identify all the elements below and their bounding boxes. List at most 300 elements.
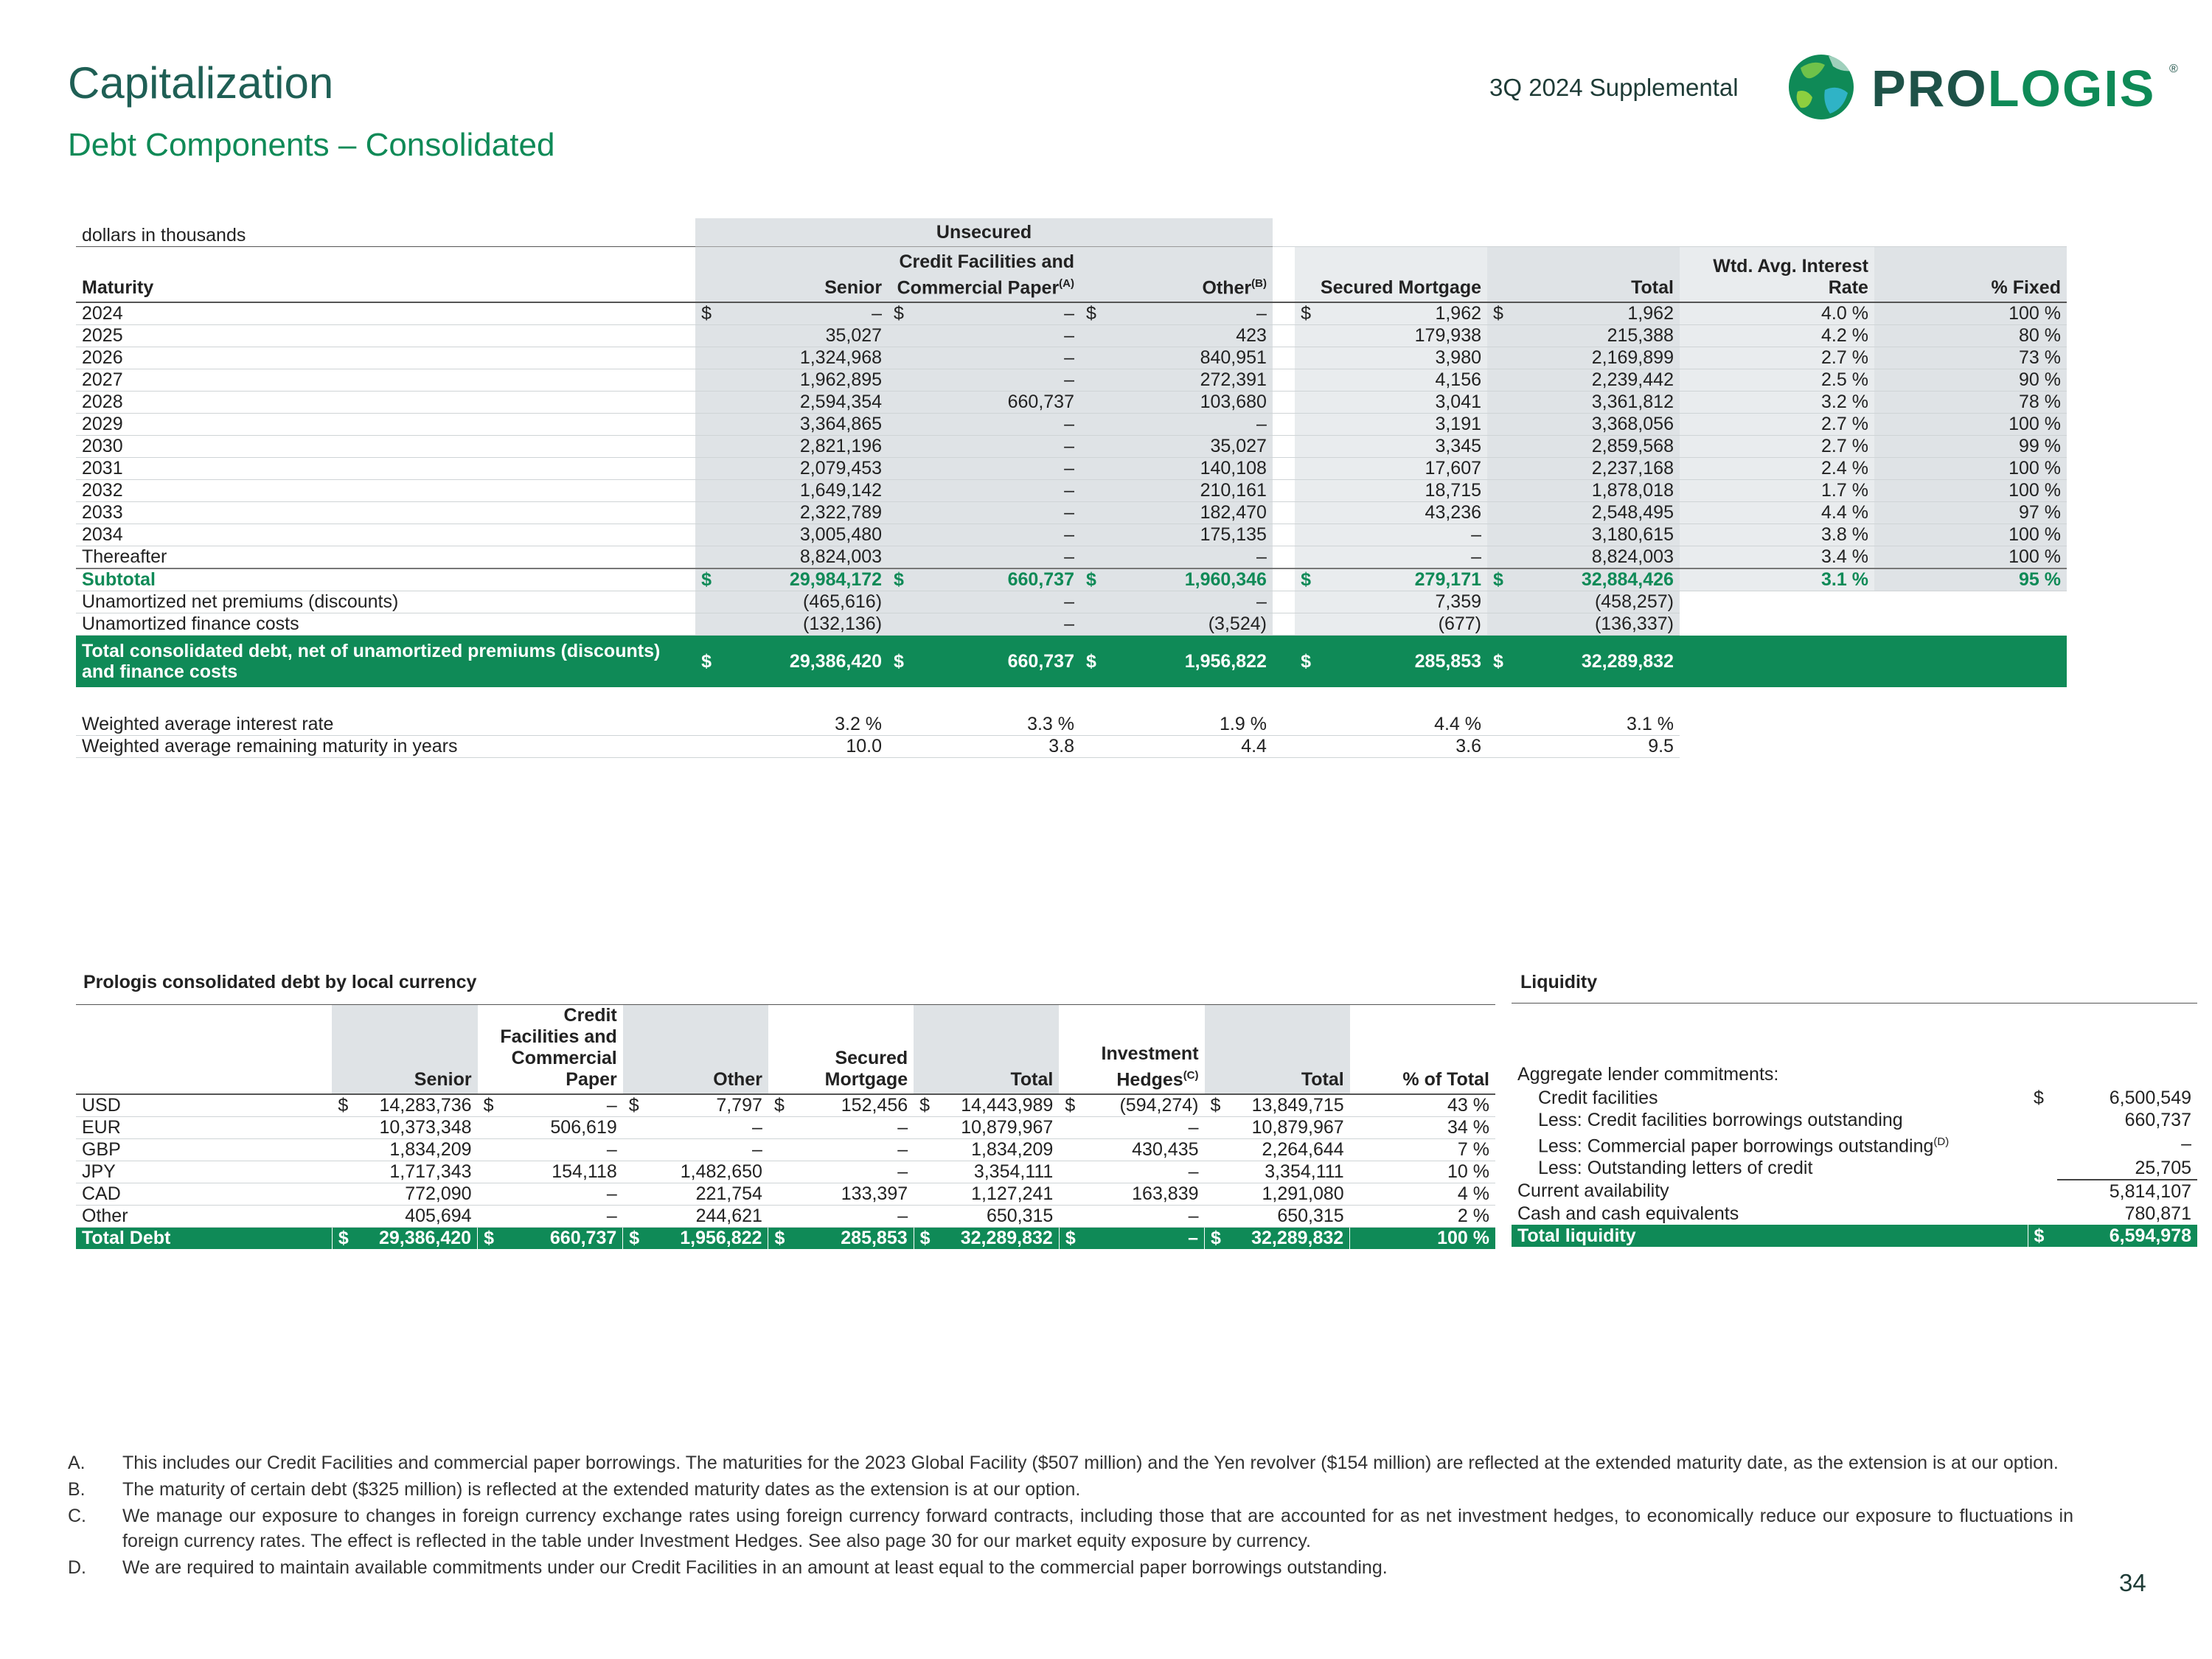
empty-cell [1874, 613, 2067, 636]
cell-fixed: 95 % [1874, 568, 2067, 591]
dollar-sign [1487, 325, 1509, 347]
unsecured-group-header: Unsecured [695, 218, 1273, 247]
cell-value: 1,956,822 [680, 1228, 762, 1248]
cell-total: 2,239,442 [1509, 369, 1680, 392]
cur-col-secured: Secured Mortgage [768, 1005, 914, 1095]
cell-total: 2,169,899 [1509, 347, 1680, 369]
col-fixed: % Fixed [1874, 247, 2067, 303]
spacer [1273, 347, 1295, 369]
dollar-sign: $ [483, 1095, 494, 1116]
cell-fixed: 100 % [1874, 524, 2067, 546]
cell-credit: – [910, 524, 1080, 546]
liquidity-table [1512, 1062, 2197, 1247]
cell-value: – [897, 1161, 908, 1182]
dollar-sign: $ [1487, 568, 1509, 591]
dollar-sign [1295, 436, 1317, 458]
cell-total: 32,884,426 [1509, 568, 1680, 591]
liquidity-label [1512, 1157, 2028, 1180]
cell-senior [332, 1139, 477, 1161]
cell-senior: 10.0 [717, 736, 888, 758]
debt-maturity-table [76, 218, 2067, 758]
dollar-sign [888, 436, 910, 458]
dollar-sign [695, 458, 717, 480]
dollar-sign [1295, 392, 1317, 414]
liquidity-value: 6,594,978 [2057, 1225, 2197, 1247]
cell-value: 163,839 [1132, 1183, 1199, 1204]
spacer [1273, 458, 1295, 480]
cell-total2 [1205, 1094, 1350, 1117]
cell-value: 1,127,241 [971, 1183, 1054, 1204]
liquidity-label [1512, 1203, 2028, 1225]
cell-total: (136,337) [1509, 613, 1680, 636]
dollar-sign: $ [773, 1095, 785, 1116]
cell-value: 2 % [1457, 1206, 1489, 1226]
dollar-sign [1487, 480, 1509, 502]
cell-value: – [1188, 1117, 1199, 1138]
finance-costs-row [76, 613, 2067, 636]
dollar-sign [1080, 546, 1102, 569]
col-maturity: Maturity [76, 247, 695, 303]
cell-other [623, 1139, 768, 1161]
cell-other: – [1102, 546, 1273, 569]
footnote-text: We are required to maintain available commitments under our Credit Facilities in an amount at least equal to the commercial paper borrowings outstanding. [122, 1557, 1388, 1578]
cell-value: 650,315 [1277, 1206, 1344, 1226]
dollar-sign [1295, 736, 1317, 758]
spacer [1273, 325, 1295, 347]
dollar-sign [695, 392, 717, 414]
cell-value: 34 % [1447, 1117, 1489, 1138]
cell-value: 32,289,832 [960, 1228, 1053, 1248]
cell-hedges [1059, 1228, 1204, 1250]
cell-senior: 3.2 % [717, 714, 888, 736]
cell-fixed: 100 % [1874, 414, 2067, 436]
cell-credit: – [910, 325, 1080, 347]
row-label: Total Debt [76, 1228, 332, 1250]
row-label: Subtotal [76, 568, 695, 591]
cell-value: – [606, 1095, 617, 1116]
dollar-sign [888, 347, 910, 369]
cell-other: (3,524) [1102, 613, 1273, 636]
liquidity-heading: Aggregate lender commitments: [1517, 1063, 1779, 1085]
cell-credit [478, 1183, 623, 1206]
cell-secured: 179,938 [1317, 325, 1487, 347]
cell-secured: 1,962 [1317, 302, 1487, 325]
subtotal-row [76, 568, 2067, 591]
cell-rate: 3.4 % [1680, 546, 1874, 569]
liquidity-label [1512, 1180, 2028, 1203]
dollar-sign [1487, 502, 1509, 524]
cell-other: 210,161 [1102, 480, 1273, 502]
currency-row [76, 1139, 1495, 1161]
label-text: Cash and cash equivalents [1517, 1203, 1739, 1224]
cur-col-total: Total [914, 1005, 1059, 1095]
cell-rate: 2.4 % [1680, 458, 1874, 480]
empty-cell [1874, 736, 2067, 758]
dollar-sign [888, 325, 910, 347]
spacer [1273, 414, 1295, 436]
currency-row [76, 1206, 1495, 1228]
cell-secured [768, 1161, 914, 1183]
spacer [1273, 480, 1295, 502]
row-label: 2024 [76, 302, 695, 325]
cell-rate: 2.7 % [1680, 347, 1874, 369]
liquidity-title: Liquidity [1520, 972, 1598, 992]
cell-credit [478, 1094, 623, 1117]
cell-value: 7 % [1457, 1139, 1489, 1160]
cell-credit: – [910, 613, 1080, 636]
dollar-sign [1080, 369, 1102, 392]
dollar-sign: $ [1080, 568, 1102, 591]
cell-fixed: 100 % [1874, 546, 2067, 569]
cell-value: 4 % [1457, 1183, 1489, 1204]
dollar-sign: $ [1487, 636, 1509, 688]
cell-value: 221,754 [695, 1183, 762, 1204]
dollar-sign [695, 613, 717, 636]
spacer [1273, 436, 1295, 458]
cell-total [914, 1206, 1059, 1228]
dollar-sign: $ [1065, 1228, 1076, 1248]
cell-senior [332, 1183, 477, 1206]
dollar-sign: $ [1210, 1095, 1221, 1116]
cell-senior [332, 1161, 477, 1183]
row-label: 2026 [76, 347, 695, 369]
maturity-row [76, 347, 2067, 369]
prologis-logo [1784, 46, 2183, 131]
empty-cell [1874, 591, 2067, 613]
dollar-sign: $ [628, 1095, 639, 1116]
row-label: Weighted average remaining maturity in years [76, 736, 695, 758]
dollar-sign [695, 502, 717, 524]
cell-other [623, 1206, 768, 1228]
dollar-sign: $ [888, 636, 910, 688]
cell-rate: 2.7 % [1680, 436, 1874, 458]
dollar-sign [1295, 591, 1317, 613]
cell-value: – [606, 1206, 617, 1226]
cell-other [623, 1183, 768, 1206]
cell-senior: 2,594,354 [717, 392, 888, 414]
dollar-sign [1295, 480, 1317, 502]
label-text: Credit facilities [1538, 1087, 1658, 1108]
cell-value: 650,315 [986, 1206, 1054, 1226]
cur-col-credit: Credit Facilities and Commercial Paper [478, 1005, 623, 1095]
dollar-sign [2028, 1180, 2057, 1203]
cell-pct [1350, 1183, 1495, 1206]
cell-value: 1,717,343 [389, 1161, 472, 1182]
cell-value: 285,853 [841, 1228, 908, 1248]
dollar-sign [1295, 325, 1317, 347]
dollar-sign [888, 591, 910, 613]
dollar-sign [695, 591, 717, 613]
dollar-sign [1487, 736, 1509, 758]
cell-secured: 4,156 [1317, 369, 1487, 392]
col-credit: Credit Facilities and Commercial Paper$^{(A)}$ [888, 247, 1080, 303]
dollar-sign: $ [1487, 302, 1509, 325]
cell-hedges [1059, 1094, 1204, 1117]
cell-total [914, 1094, 1059, 1117]
cell-secured: 285,853 [1317, 636, 1487, 688]
spacer [1273, 613, 1295, 636]
label-text: Less: Outstanding letters of credit [1538, 1158, 1813, 1179]
currency-debt-table [76, 975, 1495, 1249]
cell-credit: – [910, 480, 1080, 502]
cell-value: – [606, 1183, 617, 1204]
row-label: USD [76, 1094, 332, 1117]
cell-total [914, 1117, 1059, 1139]
cell-pct [1350, 1094, 1495, 1117]
label-text: Less: Credit facilities borrowings outstanding [1538, 1109, 1903, 1130]
cell-total2 [1205, 1161, 1350, 1183]
cell-secured: 18,715 [1317, 480, 1487, 502]
dollar-sign [888, 524, 910, 546]
cur-col-senior: Senior [332, 1005, 477, 1095]
row-label: 2029 [76, 414, 695, 436]
cell-fixed: 97 % [1874, 502, 2067, 524]
cell-total: 8,824,003 [1509, 546, 1680, 569]
cell-other [623, 1117, 768, 1139]
dollar-sign [888, 369, 910, 392]
cell-senior: 2,821,196 [717, 436, 888, 458]
dollar-sign [888, 458, 910, 480]
cell-value: – [897, 1206, 908, 1226]
dollar-sign [1487, 458, 1509, 480]
dollar-sign [1080, 502, 1102, 524]
liquidity-label [1512, 1109, 2028, 1131]
dollar-sign [888, 714, 910, 736]
cell-value: 14,443,989 [961, 1095, 1054, 1116]
empty-cell [1680, 591, 1874, 613]
cell-credit: 660,737 [910, 568, 1080, 591]
cell-value: 10,879,967 [961, 1117, 1054, 1138]
footnote-text: We manage our exposure to changes in foreign currency exchange rates using foreign currency forward contracts, including those that are accounted for as net investment hedges, to economically reduce our exposure to fluctuations in foreign currency rates. The effect is reflected in the table under Investment Hedges. See also page 30 for our market equity exposure by currency. [122, 1506, 2073, 1551]
footnote-text: The maturity of certain debt ($325 million) is reflected at the extended maturity dates as the extension is at our option. [122, 1479, 1081, 1500]
cell-secured: 17,607 [1317, 458, 1487, 480]
dollar-sign [1295, 347, 1317, 369]
cell-total: 32,289,832 [1509, 636, 1680, 688]
dollar-sign: $ [888, 568, 910, 591]
dollar-sign: $ [338, 1228, 349, 1248]
cell-total: 3,361,812 [1509, 392, 1680, 414]
dollar-sign [1080, 736, 1102, 758]
cell-fixed: 78 % [1874, 392, 2067, 414]
cell-value: 244,621 [695, 1206, 762, 1226]
cell-total2 [1205, 1206, 1350, 1228]
cell-total: 3.1 % [1509, 714, 1680, 736]
cell-value: 660,737 [549, 1228, 617, 1248]
cell-senior: 29,984,172 [717, 568, 888, 591]
cell-hedges [1059, 1139, 1204, 1161]
row-label: 2031 [76, 458, 695, 480]
cell-value: 1,834,209 [389, 1139, 472, 1160]
cell-fixed: 100 % [1874, 302, 2067, 325]
empty-cell [1874, 636, 2067, 688]
cell-value: 3,354,111 [973, 1161, 1054, 1182]
cell-pct [1350, 1161, 1495, 1183]
row-label: Unamortized net premiums (discounts) [76, 591, 695, 613]
cell-other [623, 1094, 768, 1117]
cell-secured [768, 1139, 914, 1161]
empty-cell [1680, 736, 1874, 758]
cell-senior: 29,386,420 [717, 636, 888, 688]
dollar-sign [888, 613, 910, 636]
cell-value: 7,797 [716, 1095, 762, 1116]
logo-text: PROLOGIS [1871, 60, 2156, 117]
cell-other: 103,680 [1102, 392, 1273, 414]
dollar-sign: $ [338, 1095, 349, 1116]
cell-value: – [897, 1117, 908, 1138]
cell-total: 3,180,615 [1509, 524, 1680, 546]
cell-other: 423 [1102, 325, 1273, 347]
liquidity-value: 5,814,107 [2109, 1180, 2191, 1202]
row-label: Thereafter [76, 546, 695, 569]
cell-secured: 279,171 [1317, 568, 1487, 591]
cell-other: 182,470 [1102, 502, 1273, 524]
dollar-sign [1295, 414, 1317, 436]
cell-hedges [1059, 1161, 1204, 1183]
footnote [68, 1477, 2073, 1502]
cell-total: 3,368,056 [1509, 414, 1680, 436]
cell-credit: – [910, 302, 1080, 325]
cell-value: 1,291,080 [1262, 1183, 1344, 1204]
dollar-sign [2028, 1109, 2057, 1131]
dollar-sign: $ [919, 1095, 931, 1116]
liquidity-label: Total liquidity [1512, 1225, 2028, 1247]
cell-value: – [1188, 1206, 1199, 1226]
col-secured: Secured Mortgage [1295, 247, 1487, 303]
dollar-sign [695, 736, 717, 758]
cell-secured: 3,191 [1317, 414, 1487, 436]
dollar-sign: $ [1295, 636, 1317, 688]
cell-value: 1,482,650 [680, 1161, 762, 1182]
page-title: Capitalization [68, 58, 334, 108]
cell-rate: 1.7 % [1680, 480, 1874, 502]
cell-total: 2,237,168 [1509, 458, 1680, 480]
dollar-sign: $ [1080, 302, 1102, 325]
cell-other: 272,391 [1102, 369, 1273, 392]
cell-credit [478, 1228, 623, 1250]
currency-table-title: Prologis consolidated debt by local currency [83, 972, 477, 992]
cell-credit: – [910, 436, 1080, 458]
cell-value: – [752, 1139, 762, 1160]
footnote-text: This includes our Credit Facilities and commercial paper borrowings. The maturities for the 2023 Global Facility ($507 million) and the Yen revolver ($154 million) are reflected at the extended maturity date, as the extension is at our option. [122, 1453, 2059, 1473]
dollar-sign [1295, 369, 1317, 392]
dollar-sign: $ [695, 636, 717, 688]
cell-senior: – [717, 302, 888, 325]
liquidity-row [1512, 1087, 2197, 1109]
cell-other: 1,960,346 [1102, 568, 1273, 591]
footnote-ref: (D) [1933, 1135, 1950, 1148]
cell-senior: 3,005,480 [717, 524, 888, 546]
spacer [1273, 524, 1295, 546]
page-subtitle: Debt Components – Consolidated [68, 127, 555, 163]
liquidity-row [1512, 1157, 2197, 1180]
cell-hedges [1059, 1183, 1204, 1206]
cell-value: – [1188, 1161, 1199, 1182]
cell-pct [1350, 1117, 1495, 1139]
cell-senior [332, 1206, 477, 1228]
cell-secured: 43,236 [1317, 502, 1487, 524]
cell-secured [768, 1183, 914, 1206]
cell-senior: 3,364,865 [717, 414, 888, 436]
liquidity-row [1512, 1109, 2197, 1131]
cur-col-other: Other [623, 1005, 768, 1095]
dollar-sign [1080, 392, 1102, 414]
cell-value: 10,879,967 [1251, 1117, 1344, 1138]
svg-text:®: ® [2169, 63, 2178, 75]
dollar-sign: $ [629, 1228, 640, 1248]
col-wtd-rate: Wtd. Avg. Interest Rate [1680, 247, 1874, 303]
dollar-sign [1295, 714, 1317, 736]
dollar-sign [1080, 325, 1102, 347]
footnote [68, 1555, 2073, 1580]
cell-senior [332, 1094, 477, 1117]
dollar-sign [888, 546, 910, 569]
label-text: Current availability [1517, 1180, 1669, 1202]
cell-credit: – [910, 347, 1080, 369]
maturity-row [76, 369, 2067, 392]
row-label: 2030 [76, 436, 695, 458]
cell-total: 215,388 [1509, 325, 1680, 347]
currency-row [76, 1094, 1495, 1117]
cell-rate: 3.2 % [1680, 392, 1874, 414]
dollar-sign [1295, 502, 1317, 524]
cell-senior: 1,324,968 [717, 347, 888, 369]
label-text: Less: Commercial paper borrowings outstanding [1538, 1135, 1934, 1157]
dollar-sign [1487, 714, 1509, 736]
cell-credit: 3.3 % [910, 714, 1080, 736]
cell-total2 [1205, 1117, 1350, 1139]
cell-senior: 8,824,003 [717, 546, 888, 569]
spacer [1273, 392, 1295, 414]
cell-hedges [1059, 1117, 1204, 1139]
cell-other [623, 1161, 768, 1183]
cell-total: 1,962 [1509, 302, 1680, 325]
dollar-sign [695, 524, 717, 546]
currency-row [76, 1117, 1495, 1139]
dollar-sign: $ [888, 302, 910, 325]
dollar-sign [1295, 546, 1317, 569]
cell-secured [768, 1094, 914, 1117]
spacer [1273, 714, 1295, 736]
maturity-row [76, 302, 2067, 325]
cell-secured [768, 1117, 914, 1139]
dollar-sign [1487, 392, 1509, 414]
empty-cell [1680, 613, 1874, 636]
maturity-row [76, 436, 2067, 458]
dollar-sign [1080, 347, 1102, 369]
cell-rate: 3.8 % [1680, 524, 1874, 546]
footnote [68, 1503, 2073, 1554]
maturity-row [76, 414, 2067, 436]
cell-pct [1350, 1228, 1495, 1250]
cell-rate: 3.1 % [1680, 568, 1874, 591]
row-label: JPY [76, 1161, 332, 1183]
cell-credit: – [910, 591, 1080, 613]
cell-senior: (465,616) [717, 591, 888, 613]
dollar-sign [1487, 347, 1509, 369]
dollar-sign [1487, 613, 1509, 636]
footnote-letter: C. [68, 1506, 86, 1526]
dollar-sign [1080, 414, 1102, 436]
dollar-sign: $ [2034, 1087, 2044, 1108]
cell-value: 10 % [1447, 1161, 1489, 1182]
cell-credit: – [910, 546, 1080, 569]
cell-value: 430,435 [1132, 1139, 1199, 1160]
row-label: EUR [76, 1117, 332, 1139]
dollar-sign [888, 480, 910, 502]
dollar-sign [1487, 524, 1509, 546]
row-label: CAD [76, 1183, 332, 1206]
cur-col-pct: % of Total [1350, 1005, 1495, 1095]
